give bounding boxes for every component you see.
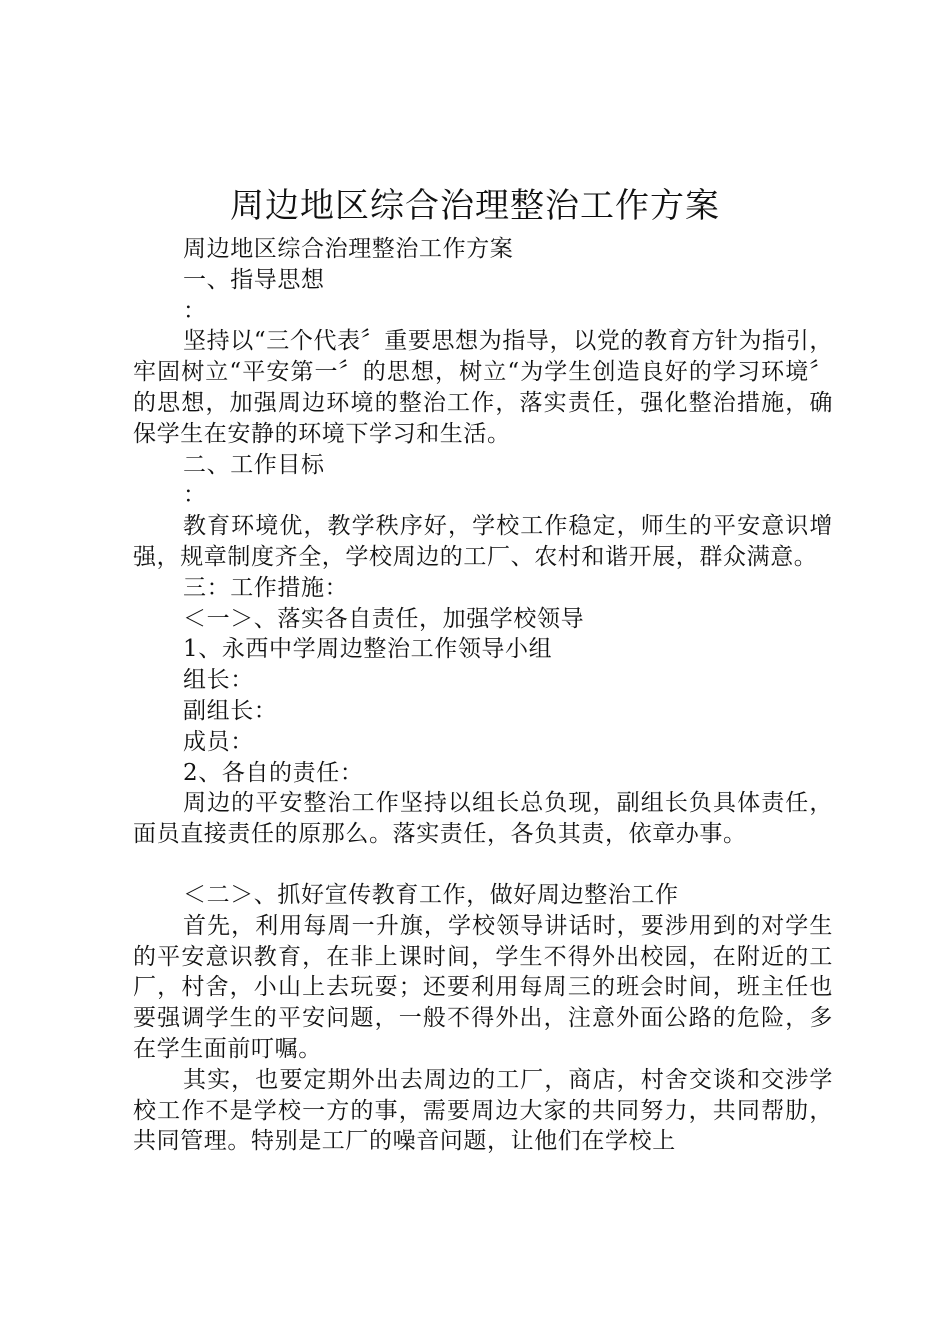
section-colon: ： [183, 482, 207, 509]
paragraph-publicity-second: 其实，也要定期外出去周边的工厂，商店，村舍交谈和交涉学校工作不是学校一方的事，需要周边大家的共同努力，共同帮肋，共同管理。特别是工厂的噪音问题，让他们在学校上 [133, 1066, 833, 1155]
section-heading-work-goals: 二、工作目标 [183, 451, 325, 478]
list-item-responsibilities: 2、各自的责任： [183, 759, 364, 786]
document-title: 周边地区综合治理整治工作方案 [230, 186, 720, 226]
section-colon: ： [183, 297, 207, 324]
document-body [133, 234, 833, 1157]
subsection-heading-publicity: ＜二＞、抓好宣传教育工作，做好周边整治工作 [183, 881, 679, 908]
paragraph-subtitle: 周边地区综合治理整治工作方案 [183, 236, 514, 262]
section-heading-guiding-thought: 一、指导思想 [183, 266, 325, 293]
field-group-leader: 组长： [183, 667, 254, 694]
paragraph-publicity-first: 首先，利用每周一升旗，学校领导讲话时，要涉用到的对学生的平安意识教育，在非上课时间，学生不得外出校园，在附近的工厂，村舍，小山上去玩耍；还要利用每周三的班会时间，班主任也要强调学生的平安问题，一般不得外出，注意外面公路的危险，多在学生面前叮嘱。 [133, 912, 833, 1062]
paragraph-work-goals: 教育环境优，教学秩序好，学校工作稳定，师生的平安意识增强，规章制度齐全，学校周边的工厂、农村和谐开展，群众满意。 [133, 513, 833, 570]
paragraph-guiding-thought: 坚持以“三个代表〞重要思想为指导，以党的教育方针为指引，牢固树立“平安第一〞的思想，树立“为学生创造良好的学习环境〞的思想，加强周边环境的整治工作，落实责任，强化整治措施，确保学生在安静的环境下学习和生活。 [133, 328, 833, 447]
paragraph-gap [133, 850, 833, 880]
subsection-heading-responsibility: ＜一＞、落实各自责任，加强学校领导 [183, 605, 585, 632]
field-deputy-leader: 副组长： [183, 697, 278, 724]
section-heading-work-measures: 三：工作措施： [183, 574, 349, 601]
paragraph-responsibilities: 周边的平安整治工作坚持以组长总负现，副组长负具体责任，面员直接责任的原那么。落实责任，各负其责，依章办事。 [133, 790, 833, 848]
list-item-leadership-group: 1、永西中学周边整治工作领导小组 [183, 636, 553, 663]
field-members: 成员： [183, 728, 254, 755]
